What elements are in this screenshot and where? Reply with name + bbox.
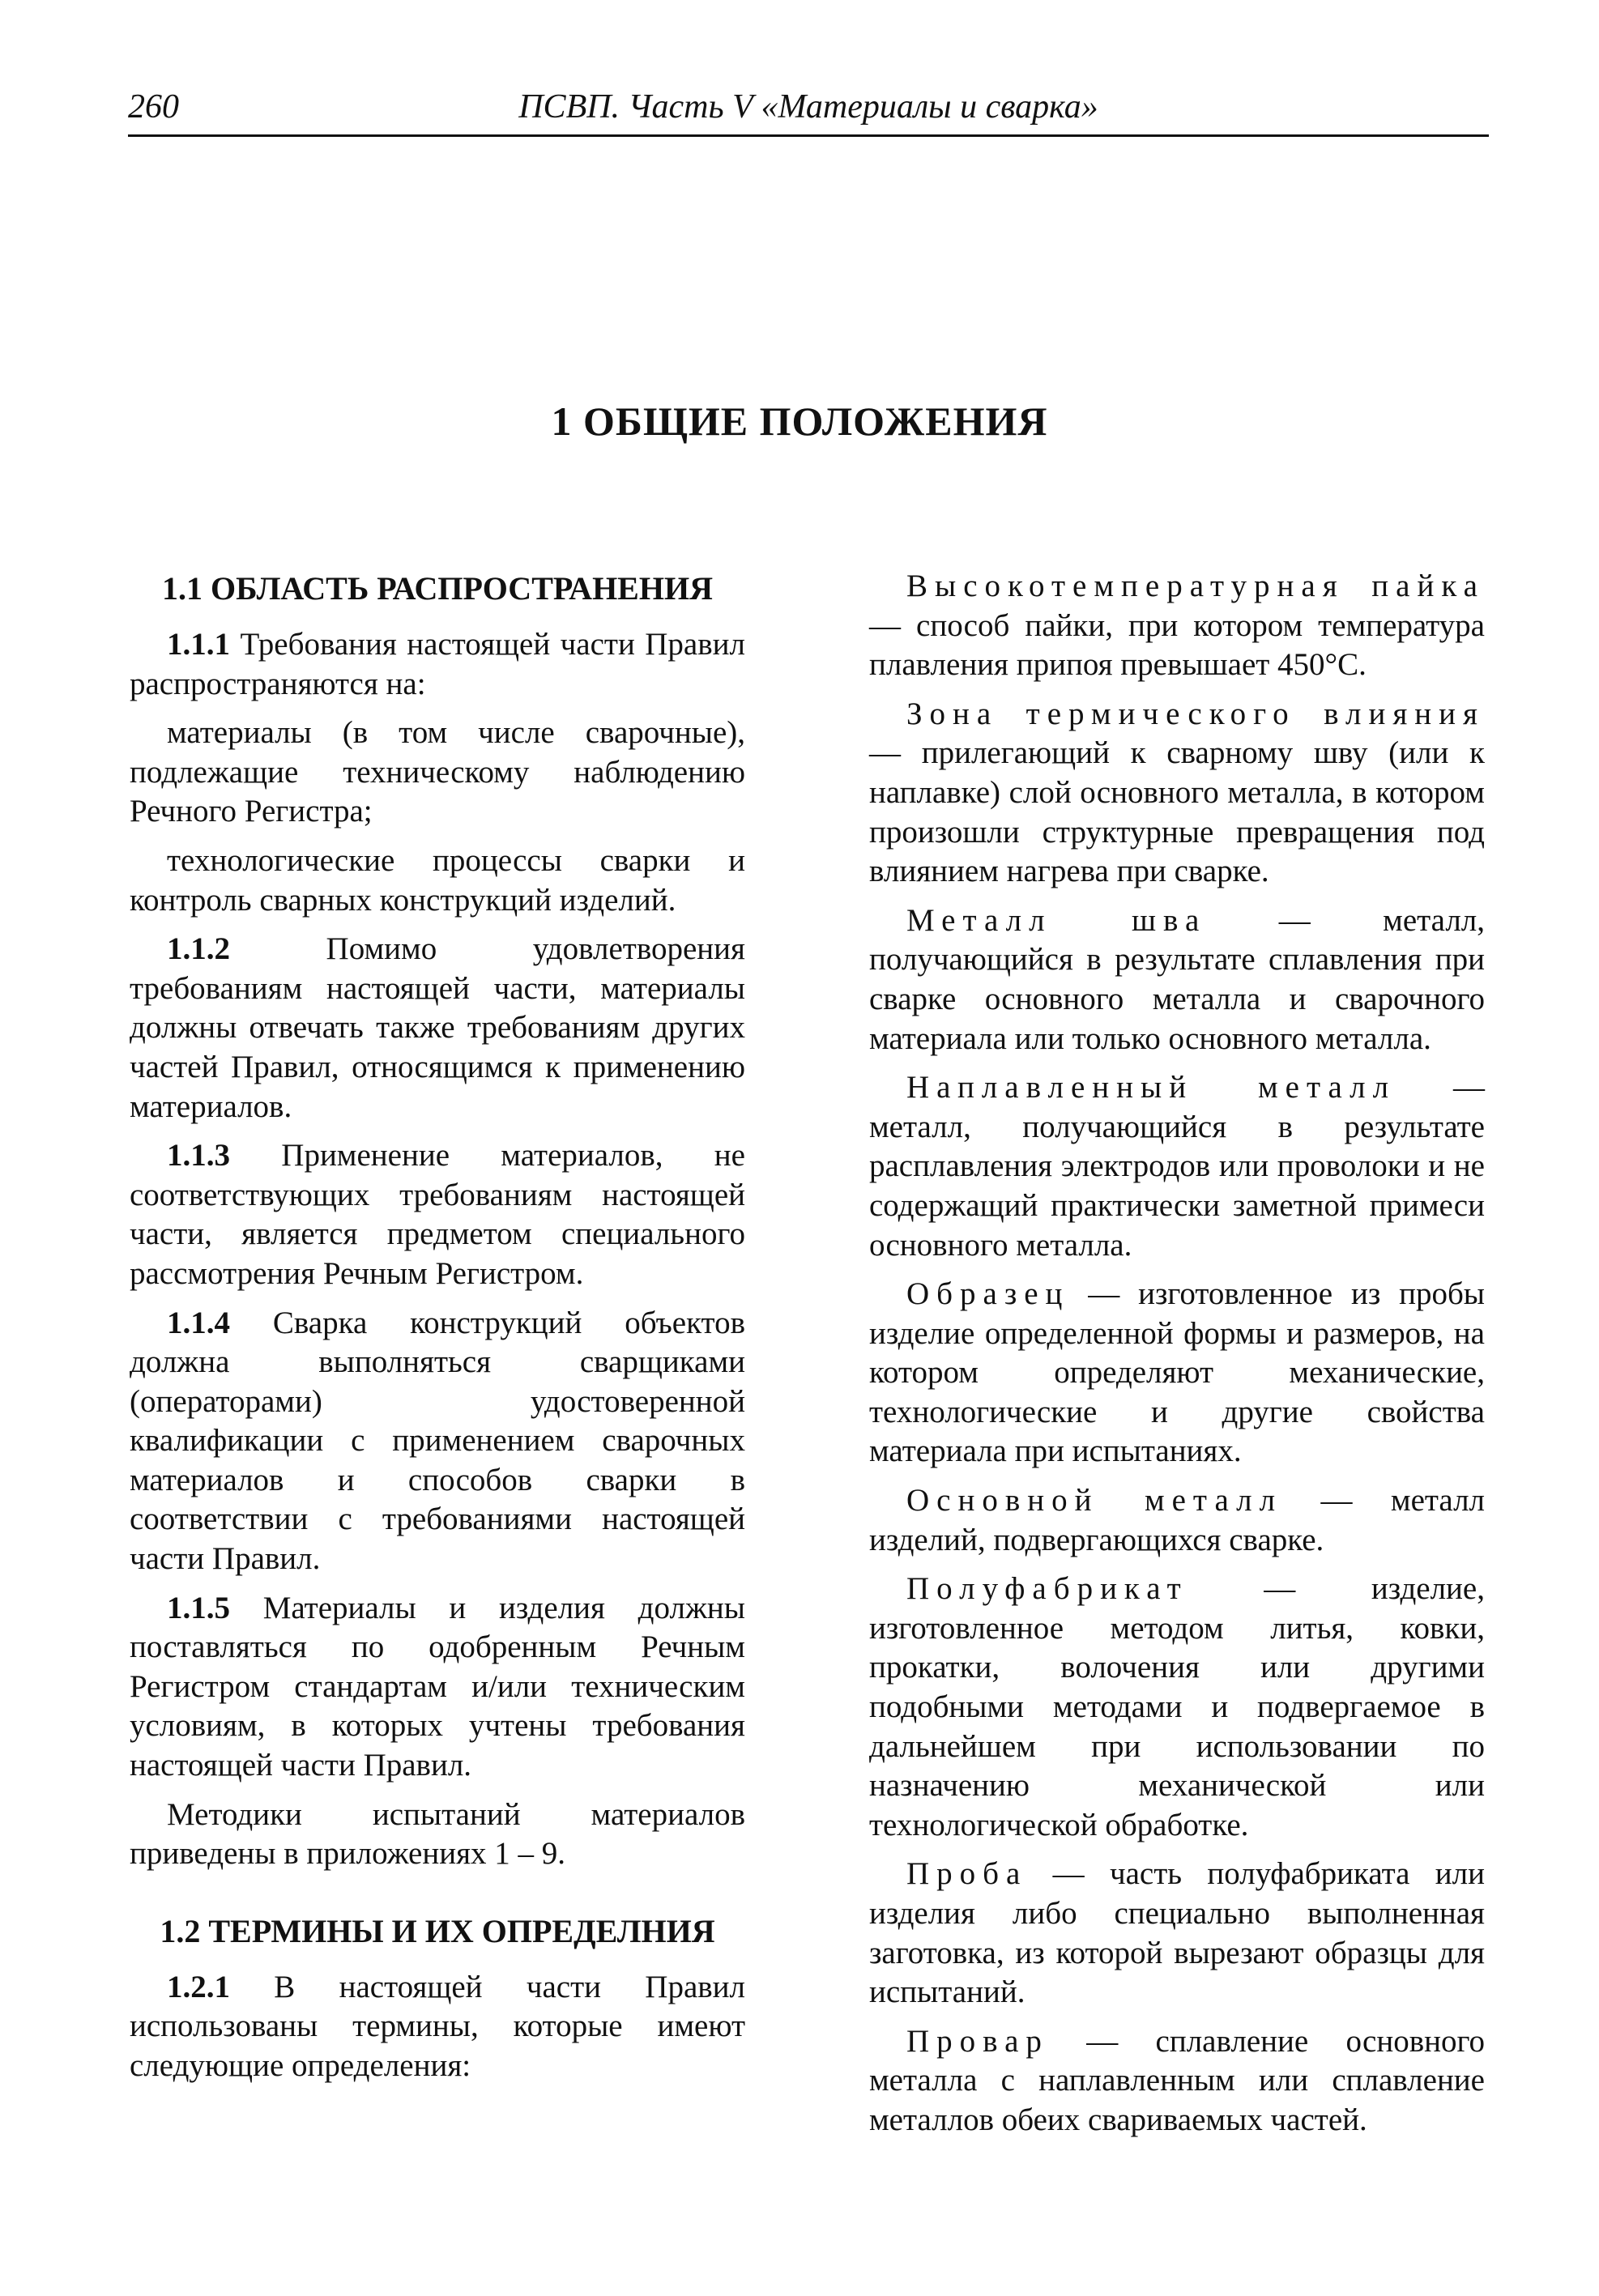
definition-text: — металл, получающийся в результате сплавления при сварке основного металла и сварочного материала или только основного металла. bbox=[869, 902, 1485, 1056]
definition-term: Металл шва bbox=[906, 902, 1207, 938]
definition-text: — прилегающий к сварному шву (или к наплавке) слой основного металла, в котором произошли структурные превращения под влиянием нагрева при сварке. bbox=[869, 735, 1485, 889]
paragraph-1-1-5 bbox=[130, 1589, 745, 1786]
running-title: ПСВП. Часть V «Материалы и сварка» bbox=[518, 88, 1098, 126]
definition-text: — изготовленное из пробы изделие определенной формы и размеров, на котором определяют механические, технологические и другие свойства материала при испытаниях. bbox=[869, 1276, 1485, 1469]
page-header bbox=[128, 84, 1489, 137]
paragraph-1-1-1 bbox=[130, 625, 745, 704]
definition-term: Высокотемпературная пайка bbox=[906, 569, 1485, 603]
definition-base-metal bbox=[869, 1481, 1485, 1560]
definition-text: — изделие, изготовленное методом литья, ковки, прокатки, волочения или другими подобными методами и подвергаемое в дальнейшем при использовании по назначению механической или технологической обработке. bbox=[869, 1571, 1485, 1842]
paragraph-1-1-4 bbox=[130, 1304, 745, 1579]
section-1-2-title: 1.2 ТЕРМИНЫ И ИХ ОПРЕДЕЛНИЯ bbox=[160, 1912, 715, 1949]
definition-term: Проба bbox=[906, 1856, 1028, 1892]
definition-high-temp-soldering bbox=[869, 567, 1485, 685]
definition-text: — металл, получающийся в результате расплавления электродов или проволоки и не содержащий практически заметной примеси основного металла. bbox=[869, 1070, 1485, 1263]
definition-deposited-metal bbox=[869, 1068, 1485, 1265]
paragraph-text: Сварка конструкций объектов должна выполняться сварщиками (операторами) удостоверенной квалификации с применением сварочных материалов и способов сварки в соответствии с требованиями настоящей части Правил. bbox=[130, 1305, 745, 1577]
list-item-processes: технологические процессы сварки и контроль сварных конструкций изделий. bbox=[130, 842, 745, 918]
chapter-title: 1 ОБЩИЕ ПОЛОЖЕНИЯ bbox=[551, 398, 1048, 444]
clause-number: 1.2.1 bbox=[167, 1969, 230, 2004]
paragraph-text: Помимо удовлетворения требованиям настоящей части, материалы должны отвечать также требованиям других частей Правил, относящимся к применению материалов. bbox=[130, 931, 745, 1124]
definition-term: Основной металл bbox=[906, 1483, 1283, 1519]
paragraph-test-methods: Методики испытаний материалов приведены в приложениях 1 – 9. bbox=[130, 1796, 745, 1872]
paragraph-1-1-2 bbox=[130, 930, 745, 1127]
list-item-materials: материалы (в том числе сварочные), подлежащие техническому наблюдению Речного Регистра; bbox=[130, 715, 745, 829]
section-1-1-title: 1.1 ОБЛАСТЬ РАСПРОСТРАНЕНИЯ bbox=[162, 570, 713, 607]
definition-specimen bbox=[869, 1275, 1485, 1472]
clause-number: 1.1.1 bbox=[167, 627, 230, 662]
paragraph-text: Применение материалов, не соответствующих требованиям настоящей части, является предметом специального рассмотрения Речным Регистром. bbox=[130, 1138, 745, 1291]
definition-penetration bbox=[869, 2022, 1485, 2141]
definition-text: — способ пайки, при котором температура плавления припоя превышает 450°С. bbox=[869, 607, 1485, 683]
definition-term: Зона термического влияния bbox=[906, 696, 1485, 731]
definition-term: Провар bbox=[906, 2023, 1049, 2059]
definition-text: — металл изделий, подвергающихся сварке. bbox=[869, 1483, 1485, 1557]
clause-number: 1.1.5 bbox=[167, 1590, 230, 1625]
definition-heat-affected-zone bbox=[869, 695, 1485, 892]
clause-number: 1.1.3 bbox=[167, 1138, 230, 1174]
clause-number: 1.1.4 bbox=[167, 1305, 230, 1340]
definition-text: — сплавление основного металла с наплавленным или сплавление металлов обеих свариваемых частей. bbox=[869, 2023, 1485, 2137]
definition-weld-metal bbox=[869, 901, 1485, 1059]
definition-semi-finished-product bbox=[869, 1570, 1485, 1845]
definition-text: — часть полуфабриката или изделия либо специально выполненная заготовка, из которой вырезают образцы для испытаний. bbox=[869, 1856, 1485, 2010]
definition-term: Наплавленный металл bbox=[906, 1070, 1396, 1105]
definition-term: Образец bbox=[906, 1276, 1070, 1312]
clause-number: 1.1.2 bbox=[167, 931, 230, 967]
paragraph-text: Материалы и изделия должны поставляться по одобренным Речным Регистром стандартам и/или техническим условиям, в которых учтены требования настоящей части Правил. bbox=[130, 1590, 745, 1783]
definition-term: Полуфабрикат bbox=[906, 1571, 1188, 1607]
right-column bbox=[869, 567, 1485, 2150]
paragraph-1-2-1 bbox=[130, 1968, 745, 2086]
page-number: 260 bbox=[128, 88, 179, 126]
paragraph-text: Требования настоящей части Правил распространяются на: bbox=[130, 627, 745, 701]
paragraph-1-1-3 bbox=[130, 1136, 745, 1293]
paragraph-text: В настоящей части Правил использованы термины, которые имеют следующие определения: bbox=[130, 1969, 745, 2083]
left-column bbox=[130, 567, 745, 2096]
definition-sample bbox=[869, 1855, 1485, 2012]
